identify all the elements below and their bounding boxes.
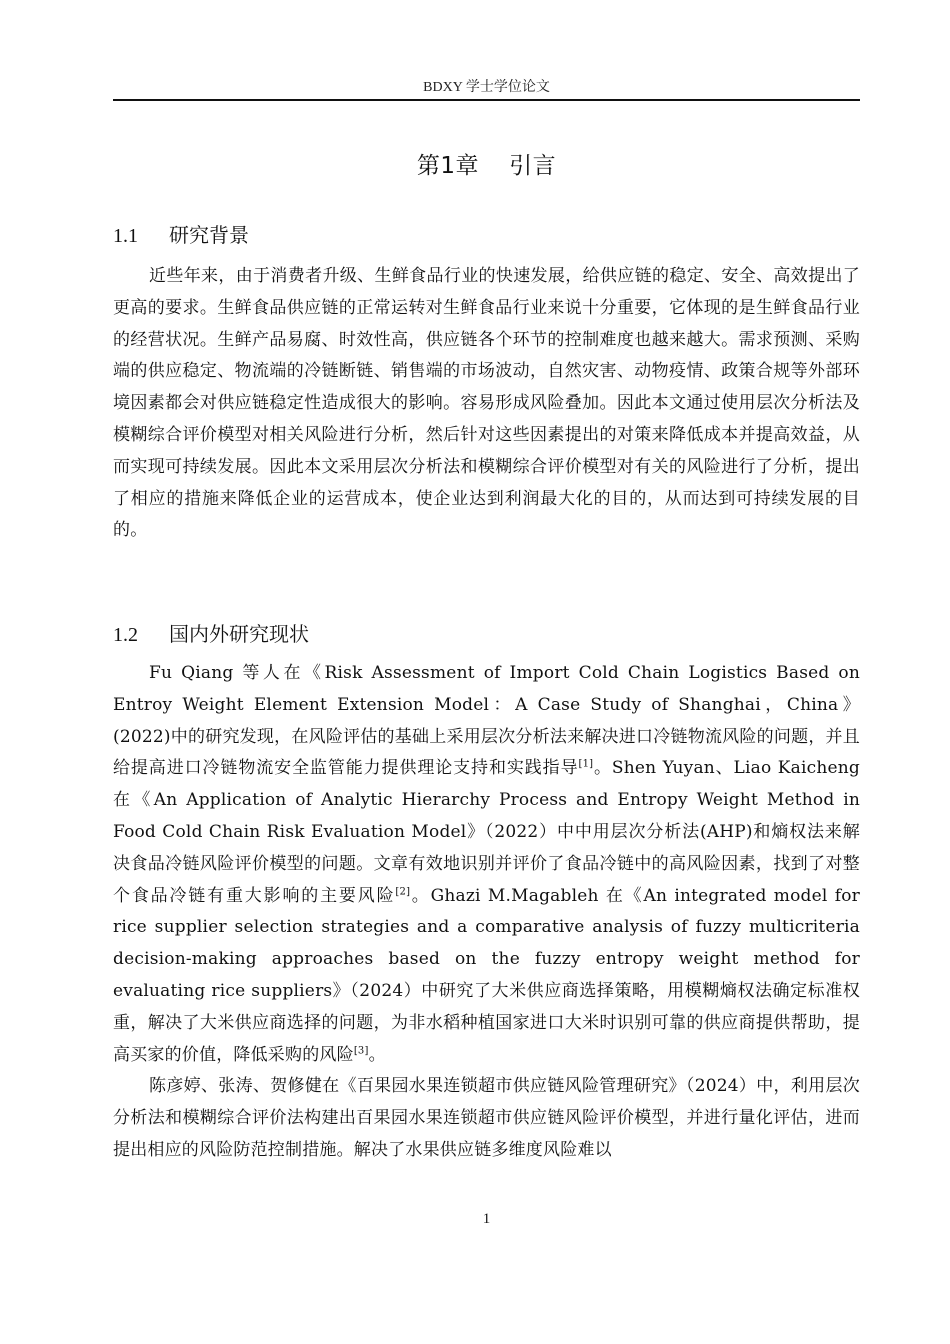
paragraph-text: 。Shen Yuyan、Liao Kaicheng 在《An Application of Analytic Hierarchy Process and Entropy Weight Method in Food Cold Chain Risk Evaluation Model》（2022）中中用层次分析法(AHP)和熵权法来解决食品冷链风险评价模型的问题。文章有效地识别并评价了食品冷链中的高风险因素，找到了对整个食品冷链有重大影响的主要风险 bbox=[113, 758, 860, 906]
paragraph-literature-review bbox=[113, 658, 860, 1071]
page-number: 1 bbox=[482, 1211, 491, 1227]
paragraph-text: 。 bbox=[368, 1044, 386, 1065]
section-number: 1.2 bbox=[113, 624, 138, 646]
section-heading-1-2 bbox=[113, 618, 309, 647]
paragraph-text: 。Ghazi M.Magableh 在《An integrated model for rice supplier selection strategies and a comparative analysis of fuzzy multicriteria decision-making approaches based on the fuzzy entropy weight method for evaluating rice suppliers》（2024）中研究了大米供应商选择策略，用模糊熵权法确定标准权重，解决了大米供应商选择的问题，为非水稻种植国家进口大米时识别可靠的供应商提供帮助，提高买家的价值，降低采购的风险 bbox=[113, 885, 860, 1065]
citation-ref: [2] bbox=[395, 885, 411, 897]
section-title: 研究背景 bbox=[169, 223, 249, 247]
citation-ref: [3] bbox=[353, 1044, 369, 1056]
section-title: 国内外研究现状 bbox=[169, 622, 309, 646]
paragraph-background: 近些年来，由于消费者升级、生鲜食品行业的快速发展，给供应链的稳定、安全、高效提出了更高的要求。生鲜食品供应链的正常运转对生鲜食品行业来说十分重要，它体现的是生鲜食品行业的经营状况。生鲜产品易腐、时效性高，供应链各个环节的控制难度也越来越大。需求预测、采购端的供应稳定、物流端的冷链断链、销售端的市场波动，自然灾害、动物疫情、政策合规等外部环境因素都会对供应链稳定性造成很大的影响。容易形成风险叠加。因此本文通过使用层次分析法及模糊综合评价模型对相关风险进行分析，然后针对这些因素提出的对策来降低成本并提高效益，从而实现可持续发展。因此本文采用层次分析法和模糊综合评价模型对有关的风险进行了分析，提出了相应的措施来降低企业的运营成本，使企业达到利润最大化的目的，从而达到可持续发展的目的。 bbox=[113, 266, 860, 541]
chapter-heading bbox=[113, 147, 860, 180]
section-heading-1-1 bbox=[113, 219, 249, 248]
paragraph-domestic-study: 陈彦婷、张涛、贺修健在《百果园水果连锁超市供应链风险管理研究》（2024）中，利用层次分析法和模糊综合评价法构建出百果园水果连锁超市供应链风险评价模型，并进行量化评估，进而提出相应的风险防范控制措施。解决了水果供应链多维度风险难以 bbox=[113, 1076, 860, 1160]
paragraph-text: Fu Qiang 等人在《Risk Assessment of Import Cold Chain Logistics Based on Entroy Weight Element Extension Model：A Case Study of Shanghai，China》(2022)中的研究发现，在风险评估的基础上采用层次分析法来解决进口冷链物流风险的问题，并且给提高进口冷链物流安全监管能力提供理论支持和实践指导 bbox=[113, 663, 860, 779]
chapter-title: 引言 bbox=[509, 153, 557, 179]
header-rule bbox=[113, 99, 860, 101]
citation-ref: [1] bbox=[578, 758, 594, 770]
chapter-number: 第1章 bbox=[416, 153, 480, 179]
running-header: BDXY 学士学位论文 bbox=[423, 80, 550, 95]
section-number: 1.1 bbox=[113, 225, 138, 247]
